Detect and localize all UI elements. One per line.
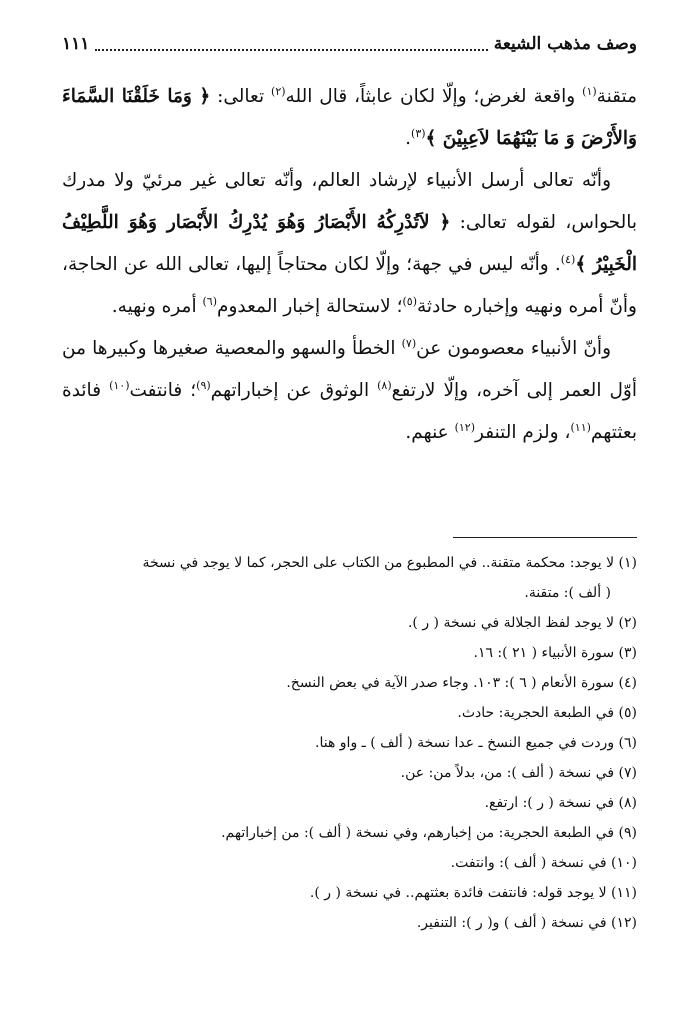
text-run: ؛ لاستحالة إخبار المعدوم [216, 296, 403, 317]
footnote-text: وردت في جميع النسخ ـ عدا نسخة ( ألف ) ـ واو هنا. [315, 735, 615, 751]
footnote-number: (١٢) [611, 915, 637, 931]
text-run: متقنة [596, 86, 638, 107]
footnote-3 [62, 638, 637, 668]
footnote-number: (٤) [618, 675, 637, 691]
footnote-continuation: ( ألف ): متقنة. [524, 585, 611, 601]
footnote-ref-8: (٨) [377, 378, 392, 392]
footnote-ref-1: (١) [582, 84, 597, 98]
footnote-text: لا يوجد لفظ الجلالة في نسخة ( ر ). [407, 615, 615, 631]
footnote-text: سورة الأنبياء ( ٢١ ): ١٦. [473, 645, 615, 661]
footnote-number: (٦) [618, 735, 637, 751]
footnote-ref-5: (٥) [402, 294, 418, 308]
paragraph-3 [62, 328, 637, 454]
text-run: وأنّ الأنبياء معصومون عن [416, 338, 611, 359]
footnote-ref-3: (٣) [411, 126, 426, 140]
footnote-number: (٨) [618, 795, 637, 811]
footnote-text: لا يوجد قوله: فانتفت فائدة بعثتهم.. في نسخة ( ر ). [309, 885, 607, 901]
footnote-number: (٧) [618, 765, 637, 781]
footnote-ref-9: (٩) [196, 378, 211, 392]
footnote-text: لا يوجد: محكمة متقنة.. في المطبوع من الكتاب على الحجر، كما لا يوجد في نسخة [142, 555, 615, 571]
footnote-number: (١٠) [611, 855, 637, 871]
footnote-9 [62, 818, 637, 848]
footnote-text: في الطبعة الحجرية: من إخبارهم، وفي نسخة ( ألف ): من إخباراتهم. [221, 825, 615, 841]
footnote-separator [453, 537, 637, 538]
text-run: عنهم. [405, 422, 455, 443]
header-title: وصف مذهب الشيعة [493, 34, 637, 54]
text-run: وأنّه تعالى أرسل الأنبياء لإرشاد العالم، وأنّه تعالى غير مرئيّ ولا مدرك بالحواس، لقوله تعالى: [62, 170, 637, 233]
footnote-2 [62, 608, 637, 638]
footnote-number: (١١) [611, 885, 637, 901]
header-dot-leader [95, 37, 487, 51]
footnote-ref-6: (٦) [202, 294, 217, 308]
text-run: أمره ونهيه. [111, 296, 203, 317]
footnote-4 [62, 668, 637, 698]
quran-verse: ﴿ لاَتُدْرِكُهُ الأَبْصَارُ وَهُوَ يُدْرِكُ الأَبْصَار وَهُوَ اللَّطِيْفُ الْخَبِيْرُ ﴾ [62, 212, 637, 275]
footnote-ref-2: (٢) [271, 84, 286, 98]
footnote-text: سورة الأنعام ( ٦ ): ١٠٣. وجاء صدر الآية في بعض النسخ. [286, 675, 615, 691]
footnote-number: (٥) [618, 705, 637, 721]
text-run: الخطأ والسهو والمعصية صغيرها وكبيرها من أوّل العمر إلى آخره، وإلّا لارتفع [62, 338, 638, 401]
footnote-7 [62, 758, 637, 788]
footnote-ref-4: (٤) [560, 252, 576, 266]
page-number: ١١١ [62, 34, 90, 54]
footnote-number: (٩) [618, 825, 637, 841]
footnote-1 [62, 548, 637, 608]
footnote-text: في نسخة ( ألف ): من، بدلاً من: عن. [400, 765, 615, 781]
text-run: ؛ فانتفت [129, 380, 197, 401]
footnote-text: في نسخة ( ألف ): وانتفت. [450, 855, 607, 871]
main-text [62, 76, 637, 454]
running-header [62, 30, 637, 58]
text-run: ، ولزم التنفر [475, 422, 571, 443]
footnote-ref-12: (١٢) [454, 420, 475, 434]
footnotes [62, 548, 637, 938]
quran-verse: ﴿ وَمَا خَلَقْنَا السَّمَاءَ وَالأَرْضَ وَ مَا بَيْنَهُمَا لاَعِبِيْنَ ﴾ [62, 86, 637, 149]
paragraph-2 [62, 160, 637, 328]
footnote-ref-10: (١٠) [109, 378, 130, 392]
footnote-10 [62, 848, 637, 878]
footnote-11 [62, 878, 637, 908]
footnote-number: (٣) [618, 645, 637, 661]
footnote-text: في نسخة ( ر ): ارتفع. [484, 795, 615, 811]
footnote-8 [62, 788, 637, 818]
footnote-6 [62, 728, 637, 758]
footnote-12 [62, 908, 637, 938]
text-run: تعالى: [210, 86, 272, 107]
paragraph-1 [62, 76, 637, 160]
text-run: . [405, 128, 412, 149]
text-run: . وأنّه ليس في جهة؛ وإلّا لكان محتاجاً إليها، تعالى الله عن الحاجة، وأنّ أمره ونهيه وإخباره حادثة [62, 254, 637, 317]
text-run: واقعة لغرض؛ وإلّا لكان عابثاً، قال الله [285, 86, 583, 107]
text-run: الوثوق عن إخباراتهم [210, 380, 378, 401]
footnote-5 [62, 698, 637, 728]
footnote-ref-7: (٧) [401, 336, 417, 350]
footnote-text: في الطبعة الحجرية: حادث. [457, 705, 615, 721]
footnote-ref-11: (١١) [570, 420, 591, 434]
footnote-number: (١) [618, 555, 637, 571]
footnote-text: في نسخة ( ألف ) و( ر ): التنفير. [416, 915, 607, 931]
footnote-number: (٢) [618, 615, 637, 631]
text-run: فائدة بعثتهم [62, 380, 637, 443]
